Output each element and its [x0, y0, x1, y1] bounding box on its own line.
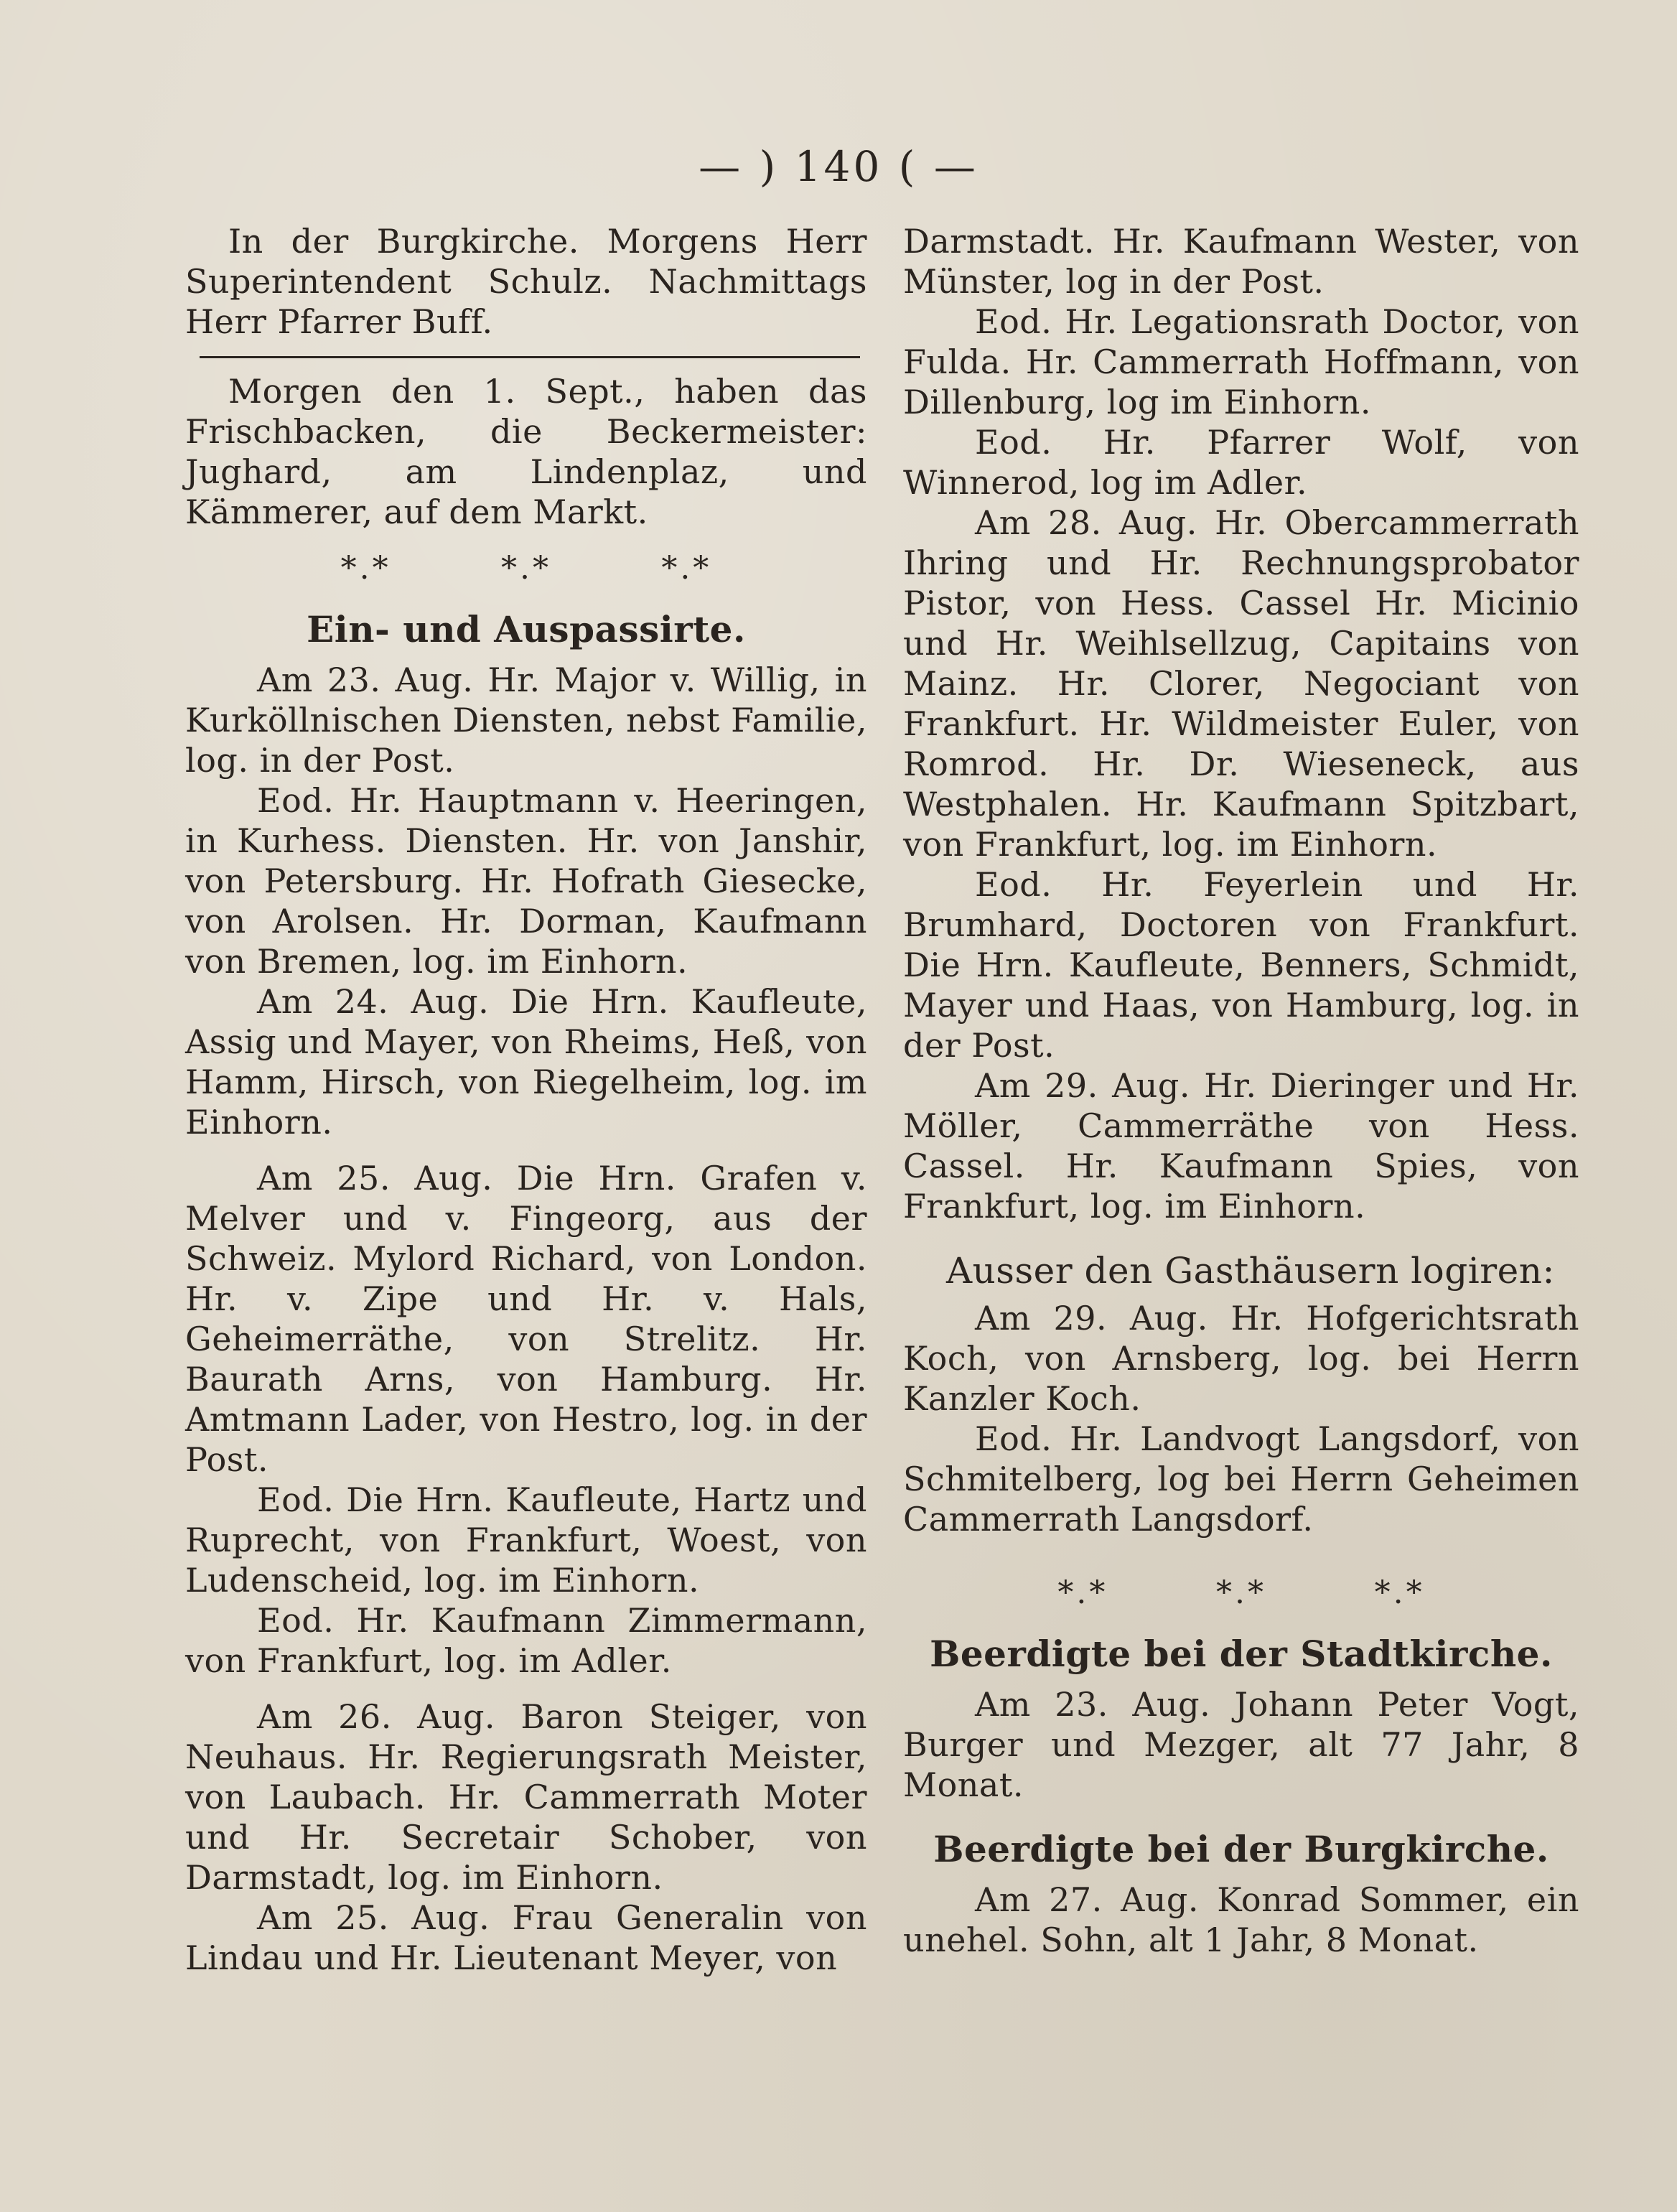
arrival-entry: Am 25. Aug. Frau Generalin von Lindau und Hr. Lieutenant Meyer, von: [185, 1898, 867, 1977]
arrival-entry: Eod. Hr. Feyerlein und Hr. Brumhard, Doctoren von Frankfurt. Die Hrn. Kaufleute, Benners, Schmidt, Mayer und Haas, von Hamburg, log. in der Post.: [903, 865, 1579, 1065]
church-notice: In der Burgkirche. Morgens Herr Superintendent Schulz. Nachmittags Herr Pfarrer Buff.: [185, 222, 867, 341]
arrival-entry: Am 29. Aug. Hr. Dieringer und Hr. Möller, Cammerräthe von Hess. Cassel. Hr. Kaufmann Spies, von Frankfurt, log. im Einhorn.: [903, 1066, 1579, 1226]
guesthouse-entry: Am 29. Aug. Hr. Hofgerichtsrath Koch, von Arnsberg, log. bei Herrn Kanzler Koch.: [903, 1299, 1579, 1418]
burial-entry: Am 23. Aug. Johann Peter Vogt, Burger und Mezger, alt 77 Jahr, 8 Monat.: [903, 1685, 1579, 1804]
burial-entry: Am 27. Aug. Konrad Sommer, ein unehel. Sohn, alt 1 Jahr, 8 Monat.: [903, 1880, 1579, 1959]
arrival-entry: Am 25. Aug. Die Hrn. Grafen v. Melver und v. Fingeorg, aus der Schweiz. Mylord Richard, von London. Hr. v. Zipe und Hr. v. Hals, Geheimerräthe, von Strelitz. Hr. Baurath Arns, von Hamburg. Hr. Amtmann Lader, von Hestro, log. in der Post.: [185, 1159, 867, 1479]
arrival-entry: Am 28. Aug. Hr. Obercammerrath Ihring und Hr. Rechnungsprobator Pistor, von Hess. Cassel Hr. Micinio und Hr. Weihlsellzug, Capitains von Mainz. Hr. Clorer, Negociant von Frankfurt. Hr. Wildmeister Euler, von Romrod. Hr. Dr. Wieseneck, aus Westphalen. Hr. Kaufmann Spitzbart, von Frankfurt, log. im Einhorn.: [903, 503, 1579, 864]
left-column: [185, 221, 867, 1978]
arrival-entry: Am 26. Aug. Baron Steiger, von Neuhaus. Hr. Regierungsrath Meister, von Laubach. Hr. Cammerrath Moter und Hr. Secretair Schober, von Darmstadt, log. im Einhorn.: [185, 1697, 867, 1897]
arrival-entry: Eod. Hr. Legationsrath Doctor, von Fulda. Hr. Cammerrath Hoffmann, von Dillenburg, log im Einhorn.: [903, 302, 1579, 421]
arrival-entry: Eod. Hr. Kaufmann Zimmermann, von Frankfurt, log. im Adler.: [185, 1601, 867, 1680]
arrival-entry-continued: Darmstadt. Hr. Kaufmann Wester, von Münster, log in der Post.: [903, 222, 1579, 301]
arrival-entry: Am 24. Aug. Die Hrn. Kaufleute, Assig und Mayer, von Rheims, Heß, von Hamm, Hirsch, von Riegelheim, log. im Einhorn.: [185, 982, 867, 1142]
arrival-entry: Eod. Die Hrn. Kaufleute, Hartz und Ruprecht, von Frankfurt, Woest, von Ludenscheid, log. im Einhorn.: [185, 1480, 867, 1600]
star-ornament-mark: *.*: [661, 550, 712, 587]
star-ornament-mark: *.*: [1215, 1574, 1266, 1611]
arrival-entry: Am 23. Aug. Hr. Major v. Willig, in Kurköllnischen Diensten, nebst Familie, log. in der Post.: [185, 661, 867, 780]
star-ornament: [1004, 1561, 1479, 1625]
star-ornament: [286, 536, 767, 601]
section-heading-guesthouses: Ausser den Gasthäusern logiren:: [946, 1250, 1555, 1292]
right-column: [903, 221, 1579, 1960]
arrival-entry: Eod. Hr. Hauptmann v. Heeringen, in Kurhess. Diensten. Hr. von Janshir, von Petersburg. Hr. Hofrath Giesecke, von Arolsen. Hr. Dorman, Kaufmann von Bremen, log. im Einhorn.: [185, 781, 867, 981]
section-heading-burials-city: Beerdigte bei der Stadtkirche.: [930, 1633, 1553, 1675]
bread-notice: Morgen den 1. Sept., haben das Frischbacken, die Beckermeister: Jughard, am Lindenplaz, und Kämmerer, auf dem Markt.: [185, 372, 867, 531]
section-heading-burials-castle: Beerdigte bei der Burgkirche.: [933, 1828, 1549, 1870]
guesthouse-entry: Eod. Hr. Landvogt Langsdorf, von Schmitelberg, log bei Herrn Geheimen Cammerrath Langsdorf.: [903, 1419, 1579, 1539]
star-ornament-mark: *.*: [500, 550, 551, 587]
page-number-header: — ) 140 ( —: [699, 142, 978, 191]
column-rule: [200, 356, 860, 358]
star-ornament-mark: *.*: [340, 550, 391, 587]
section-heading-arrivals: Ein- und Auspassirte.: [307, 608, 746, 650]
star-ornament-mark: *.*: [1057, 1574, 1108, 1611]
star-ornament-mark: *.*: [1374, 1574, 1425, 1611]
arrival-entry: Eod. Hr. Pfarrer Wolf, von Winnerod, log im Adler.: [903, 423, 1579, 502]
